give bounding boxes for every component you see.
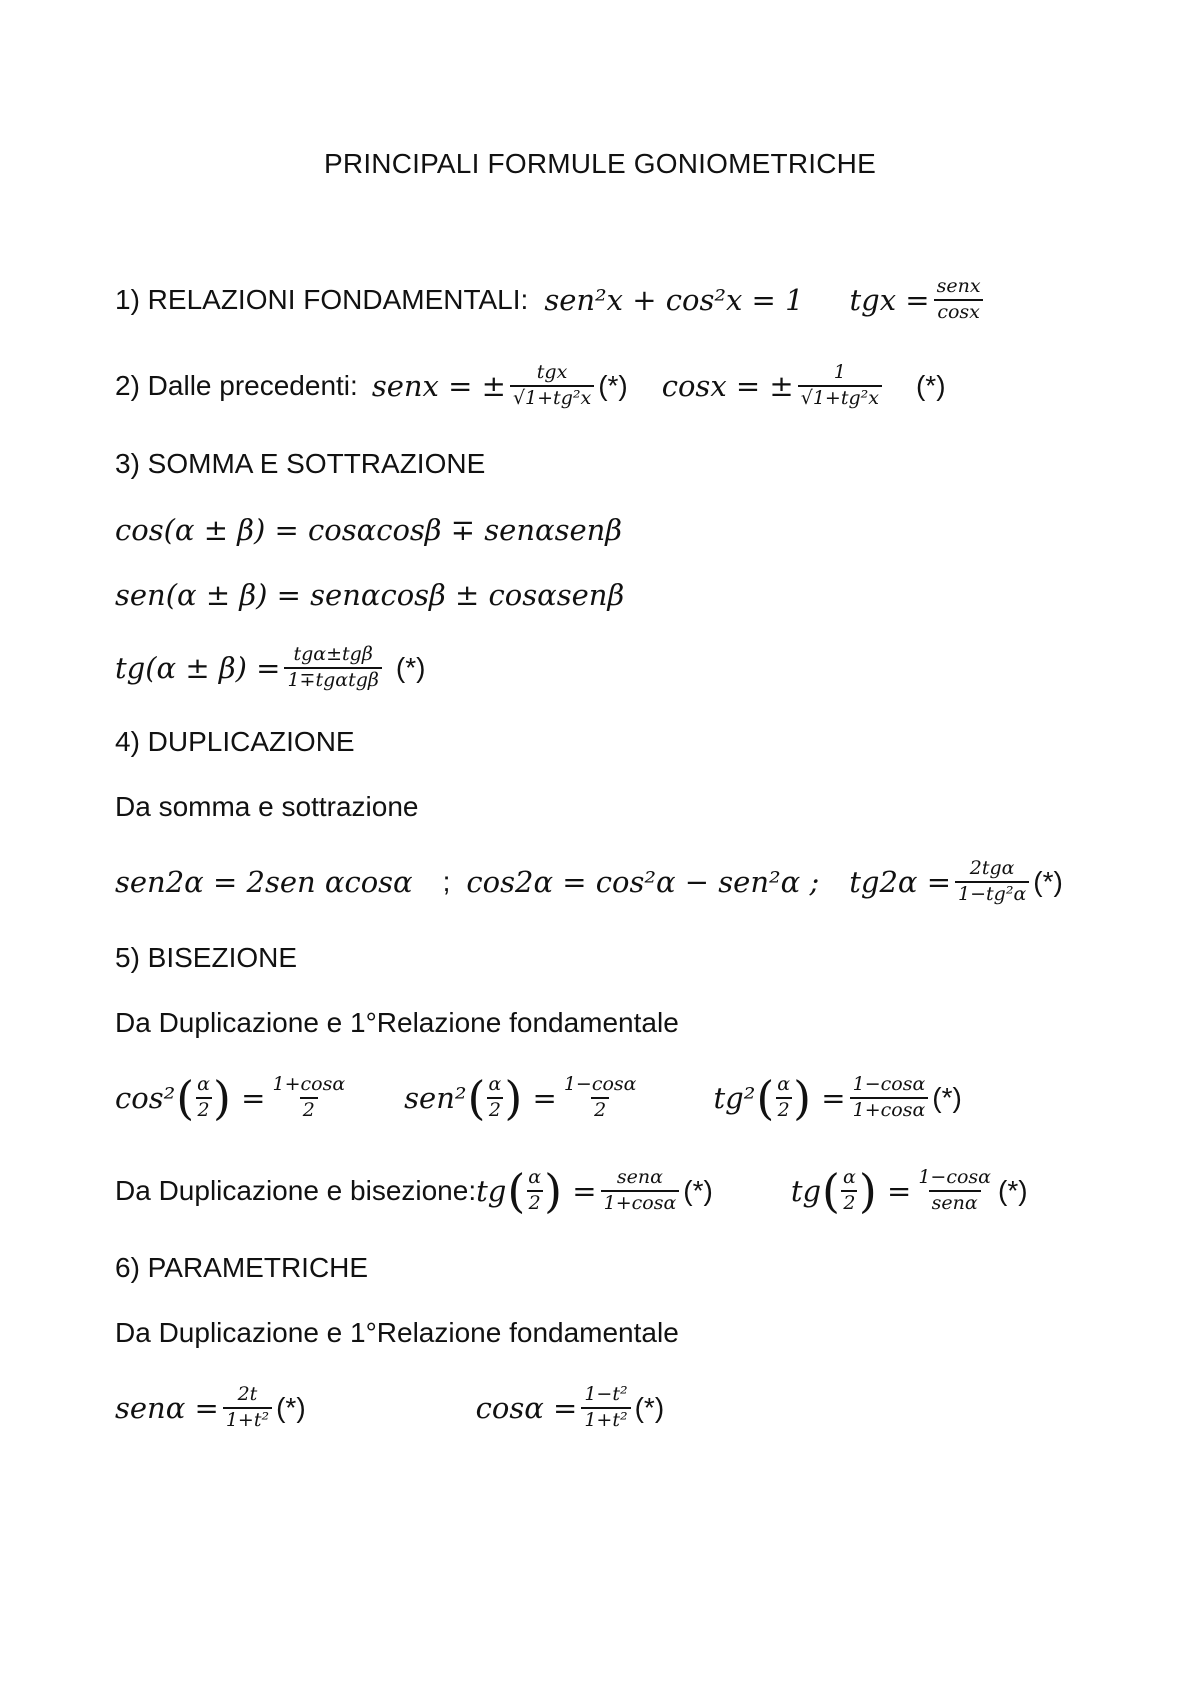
- fraction-denominator: 1−tg²α: [955, 881, 1029, 905]
- section-6-heading: [115, 1238, 368, 1298]
- formula-sen-sum: sen(α ± β) = senαcosβ ± cosαsenβ: [115, 578, 625, 612]
- fraction-denominator: 1+cosα: [601, 1190, 680, 1214]
- section-3-label: 3) SOMMA E SOTTRAZIONE: [115, 448, 486, 479]
- fraction-denominator: 2: [300, 1097, 318, 1121]
- section-2-label: 2) Dalle precedenti:: [115, 370, 358, 401]
- fraction-numerator: 2tgα: [969, 857, 1015, 880]
- formula-pythagorean: sen²x + cos²x = 1: [544, 283, 804, 317]
- note-star: (*): [998, 1175, 1028, 1206]
- half-angle: $\frac{\alpha}{2}$: [528, 1166, 542, 1214]
- note-star: (*): [395, 652, 426, 683]
- formula-tg-lhs: tgx =: [849, 283, 930, 317]
- section-1-line: [115, 270, 988, 330]
- note-star: (*): [683, 1175, 713, 1206]
- section-5-sub-line: [115, 993, 679, 1053]
- section-1-label: 1) RELAZIONI FONDAMENTALI:: [115, 284, 529, 315]
- page-title: PRINCIPALI FORMULE GONIOMETRICHE: [324, 148, 876, 179]
- section-4-subtitle: Da somma e sottrazione: [115, 791, 419, 822]
- section-4-formulas: [115, 852, 1063, 912]
- note-star: (*): [276, 1392, 306, 1423]
- fraction-numerator: 1+cosα: [272, 1073, 346, 1096]
- fraction-denominator: √1+tg²x: [798, 385, 882, 409]
- formula-tg-sum-lhs: tg(α ± β) =: [115, 651, 281, 685]
- half-angle: $\frac{\alpha}{2}$: [197, 1073, 211, 1121]
- note-star: (*): [634, 1392, 665, 1423]
- section-3-heading: [115, 434, 485, 494]
- fraction-tg-half: [850, 1075, 929, 1121]
- fraction-numerator: tgα±tgβ: [293, 643, 373, 666]
- half-angle: $\frac{\alpha}{2}$: [843, 1166, 856, 1214]
- fraction-numerator: 1−cosα: [918, 1166, 991, 1189]
- fraction-numerator: 2t: [237, 1383, 258, 1406]
- formula-tg-half-fn: tg²: [713, 1081, 756, 1115]
- formula-cosa-param-lhs: cosα =: [475, 1391, 578, 1425]
- fraction-cosa-param: [581, 1385, 630, 1431]
- fraction-denominator: 1+cosα: [850, 1097, 929, 1121]
- fraction-sen-half: [561, 1075, 640, 1121]
- fraction-numerator: 1−cosα: [563, 1073, 637, 1096]
- half-angle: $\frac{\alpha}{2}$: [777, 1073, 791, 1121]
- fraction-denominator: 1+t²: [223, 1407, 272, 1431]
- formula-cos-sum: cos(α ± β) = cosαcosβ ∓ senαsenβ: [115, 513, 623, 547]
- formula-sena-param-lhs: senα =: [115, 1391, 219, 1425]
- fraction-tg2a: [955, 859, 1029, 905]
- formula-tg-half-b-fn: tg: [790, 1174, 822, 1208]
- fraction-denominator: 1+t²: [581, 1407, 630, 1431]
- section-5-formulas: cos² ( $\frac{\alpha}{2}$ ) = $\frac{1+\cos\alpha}{2}$ sen² ( $\frac{\alpha}{2}$ ) = $\frac{1-\cos\alpha}{2}$ tg² ( $\frac{\alpha}{2}$ ) = $\frac{1-\cos\alpha}{1+\cos\alpha}$ (*): [115, 1071, 962, 1125]
- half-angle: $\frac{\alpha}{2}$: [488, 1073, 502, 1121]
- fraction-tg-sum: [284, 645, 381, 691]
- formula-sen2a: sen2α = 2sen αcosα: [115, 865, 413, 899]
- section-5-label: 5) BISEZIONE: [115, 942, 298, 973]
- fraction-senx: [510, 363, 594, 409]
- section-5-subtitle: Da Duplicazione e 1°Relazione fondamentale: [115, 1007, 679, 1038]
- fraction-denominator: senα: [929, 1190, 981, 1214]
- section-5-bisezione-line: Da Duplicazione e bisezione: tg ( $\frac{\alpha}{2}$ ) = $\frac{\text{senα}}{1+\cos\alpha}$ (*) tg ( $\frac{\alpha}{2}$ ) = $\frac{1-\cos\alpha}{\text{senα}}$ (*): [115, 1164, 1028, 1218]
- formula-cosx-lhs: cosx = ±: [661, 369, 794, 403]
- section-6-label: 6) PARAMETRICHE: [115, 1252, 369, 1283]
- fraction-denominator: 1∓tgαtgβ: [284, 667, 381, 691]
- fraction-denominator: cosx: [934, 299, 983, 323]
- section-4-heading: [115, 712, 355, 772]
- section-6-sub-line: [115, 1303, 679, 1363]
- fraction-numerator: 1−t²: [584, 1383, 628, 1406]
- formula-tg-sum-line: [115, 638, 425, 698]
- section-2-line: [115, 356, 946, 416]
- formula-sen-half-fn: sen²: [404, 1081, 467, 1115]
- formula-sen-sum-line: [115, 565, 624, 625]
- fraction-cos-half: [270, 1075, 349, 1121]
- formula-cos2a: cos2α = cos²α − sen²α ;: [466, 865, 820, 899]
- fraction-denominator: 2: [591, 1097, 609, 1121]
- fraction-numerator: tgx: [536, 361, 568, 384]
- section-5-subtitle-2: Da Duplicazione e bisezione:: [115, 1175, 477, 1206]
- note-star: (*): [598, 370, 628, 401]
- section-4-label: 4) DUPLICAZIONE: [115, 726, 355, 757]
- fraction-tg-half-b: [915, 1168, 994, 1214]
- fraction-numerator: 1−cosα: [852, 1073, 926, 1096]
- fraction-sena-param: [223, 1385, 272, 1431]
- section-6-subtitle: Da Duplicazione e 1°Relazione fondamentale: [115, 1317, 679, 1348]
- section-6-formulas: [115, 1378, 664, 1438]
- fraction-denominator: √1+tg²x: [510, 385, 594, 409]
- note-star: (*): [915, 370, 946, 401]
- fraction-cosx: [798, 363, 882, 409]
- formula-tg2a-lhs: tg2α =: [849, 865, 952, 899]
- formula-cos-half-fn: cos²: [115, 1081, 176, 1115]
- formula-cos-sum-line: [115, 500, 622, 560]
- note-star: (*): [932, 1082, 962, 1113]
- section-4-sub-line: [115, 777, 418, 837]
- section-5-heading: [115, 928, 297, 988]
- fraction-numerator: 1: [833, 361, 846, 384]
- fraction-numerator: senx: [936, 275, 981, 298]
- formula-senx-lhs: senx = ±: [371, 369, 506, 403]
- separator: ;: [442, 866, 451, 897]
- fraction-tg-half-a: [601, 1168, 680, 1214]
- note-star: (*): [1033, 866, 1063, 897]
- fraction-tg: [934, 277, 984, 323]
- fraction-numerator: senα: [616, 1166, 663, 1189]
- formula-tg-half-a-fn: tg: [476, 1174, 507, 1208]
